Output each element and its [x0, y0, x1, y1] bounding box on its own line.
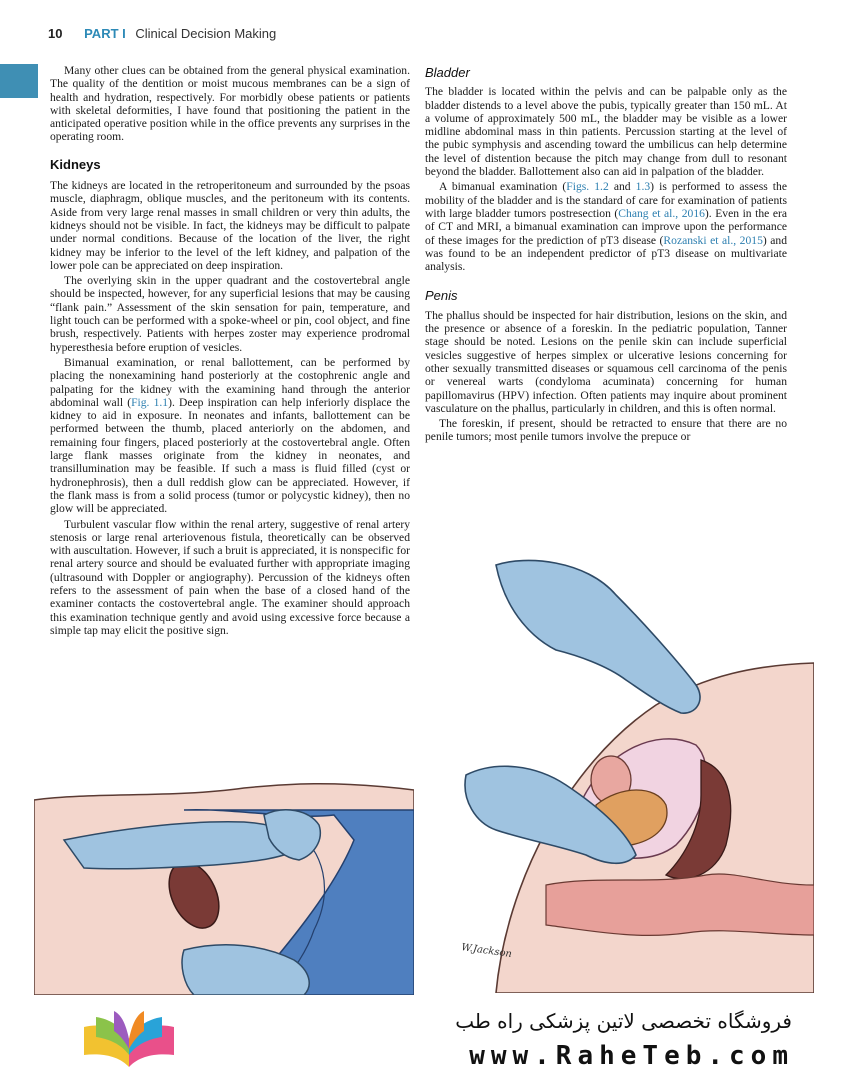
- figure-link[interactable]: Figs. 1.2: [566, 180, 609, 194]
- penis-paragraph-1: The phallus should be inspected for hair distribution, lesions on the skin, and the presence or absence of a foreskin. In the pediatric population, Tanner stage should be noted. Lesions on the penile skin can include superficial vesicles suggestive of herpes simplex or ulcerative lesions concerning for other sexually transmitted diseases or squamous cell carcinoma of the penis or venereal warts (condyloma acuminata) concerning for human papillomavirus (HPV) infection. Often patients may inquire about prominent vasculature on the phallus, particularly in children, and this is often normal.: [425, 308, 787, 415]
- page-edge-tab: [0, 64, 38, 98]
- kidneys-heading: Kidneys: [50, 156, 101, 172]
- illustrator-signature: W.Jackson: [460, 942, 513, 961]
- penis-heading: Penis: [425, 288, 458, 304]
- citation-link[interactable]: Chang et al., 2016: [618, 206, 705, 220]
- penis-paragraph-2: The foreskin, if present, should be retracted to ensure that there are no penile tumors; most penile tumors involve the prepuce or: [425, 417, 787, 444]
- part-label: PART I: [84, 26, 126, 41]
- renal-ballottement-illustration: [34, 770, 414, 995]
- page-number: 10: [48, 26, 63, 41]
- kidneys-paragraph-4: Turbulent vascular flow within the renal artery, suggestive of renal artery stenosis or large renal arteriovenous fistula, theoretically can be observed with auscultation. However, if such a bruit is appreciated, it is nonspecific for renal artery source and should be evaluated further with appropriate imaging (ultrasound with Doppler or angiography). Percussion of the kidneys often refers to the assessment of pain when the base of a closed hand of the examiner contacts the costovertebral angle. The examiner should approach this examination technique gently and avoid using excessive force because a simple tap may elicit the positive sign.: [50, 517, 410, 637]
- open-book-logo: [78, 1009, 180, 1069]
- watermark-banner: [0, 995, 844, 1080]
- bimanual-bladder-exam-illustration: [436, 555, 814, 993]
- citation-link[interactable]: Rozanski et al., 2015: [663, 233, 763, 247]
- page-header: [48, 26, 276, 44]
- figure-link[interactable]: Fig. 1.1: [131, 395, 169, 409]
- intro-paragraph: Many other clues can be obtained from the general physical examination. The quality of the dentition or moist mucous membranes can be a sign of health and hydration, respectively. For morbidly obese patients or patients with skeletal deformities, I have found that positioning the patient in the anticipated operative position while in the office prevents any surprises in the operating room.: [50, 64, 410, 144]
- bladder-paragraph-1: The bladder is located within the pelvis and can be palpable only as the bladder distends to a level above the pubis, typically greater than 150 mL. At a volume of approximately 500 mL, the bladder may be visible as a lower midline abdominal mass in thin patients. Percussion starting at the level of the pubic symphysis and ascending toward the umbilicus can help determine the level of distention because the pitch may change from dull to resonant beyond the bladder. Ballottement also can aid in palpation of the bladder.: [425, 85, 787, 179]
- kidneys-paragraph-3: Bimanual examination, or renal ballottement, can be performed by placing the nonexamining hand posteriorly at the costophrenic angle and palpating for the kidney with the examining hand through the anterior abdominal wall (Fig. 1.1). Deep inspiration can help inferiorly displace the kidney to aid in exposure. In neonates and infants, ballottement can be performed between the thumb, placed anteriorly on the abdomen, and remaining four fingers, placed posteriorly at the costovertebral angle. Often large flank masses originate from the kidney in neonates, and transillumination may be feasible. If such a mass is fluid filled (cyst or hydronephrosis), then a dull reddish glow can be appreciated. However, if the flank mass is from a solid process (tumor or polycystic kidney), then no glow will be appreciated.: [50, 355, 410, 516]
- bladder-heading: Bladder: [425, 65, 470, 80]
- kidneys-paragraph-1: The kidneys are located in the retroperitoneum and surrounded by the psoas muscle, diaphragm, oblique muscles, and the peritoneum with its contents. Aside from very large renal masses in small children or very thin adults, the kidneys should not be visible. In fact, the kidneys may be difficult to palpate under normal conditions. Because of the location of the liver, the right kidney may be inferior to the level of the left kidney, and palpation of the lower pole can be appreciated on deep inspiration.: [50, 179, 410, 272]
- figure-link[interactable]: 1.3: [635, 180, 651, 194]
- kidneys-paragraph-2: The overlying skin in the upper quadrant and the costovertebral angle should be inspected, however, for any superficial lesions that may be causing “flank pain.” Assessment of the skin sensation for pain, temperature, and light touch can be performed with a spoke-wheel or pin, cool object, and fine brush, respectively. Patients with herpes zoster may experience prodromal hyperesthesia before eruption of vesicles.: [50, 274, 410, 354]
- store-name-persian: فروشگاه تخصصی لاتین پزشکی راه طب: [455, 1009, 792, 1033]
- left-column: [50, 64, 410, 639]
- chapter-title: Clinical Decision Making: [135, 26, 277, 41]
- bladder-paragraph-2: A bimanual examination (Figs. 1.2 and 1.3) is performed to assess the mobility of the bladder and is the standard of care for examination of patients with large bladder tumors postresection (Chang et al., 2016). Even in the era of CT and MRI, a bimanual examination can improve upon the performance of these images for the prediction of pT3 disease (Rozanski et al., 2015) and was found to be an independent predictor of pT3 disease on multivariate analysis.: [425, 180, 788, 274]
- right-column: [425, 64, 787, 446]
- store-url[interactable]: www.RaheTeb.com: [469, 1041, 794, 1071]
